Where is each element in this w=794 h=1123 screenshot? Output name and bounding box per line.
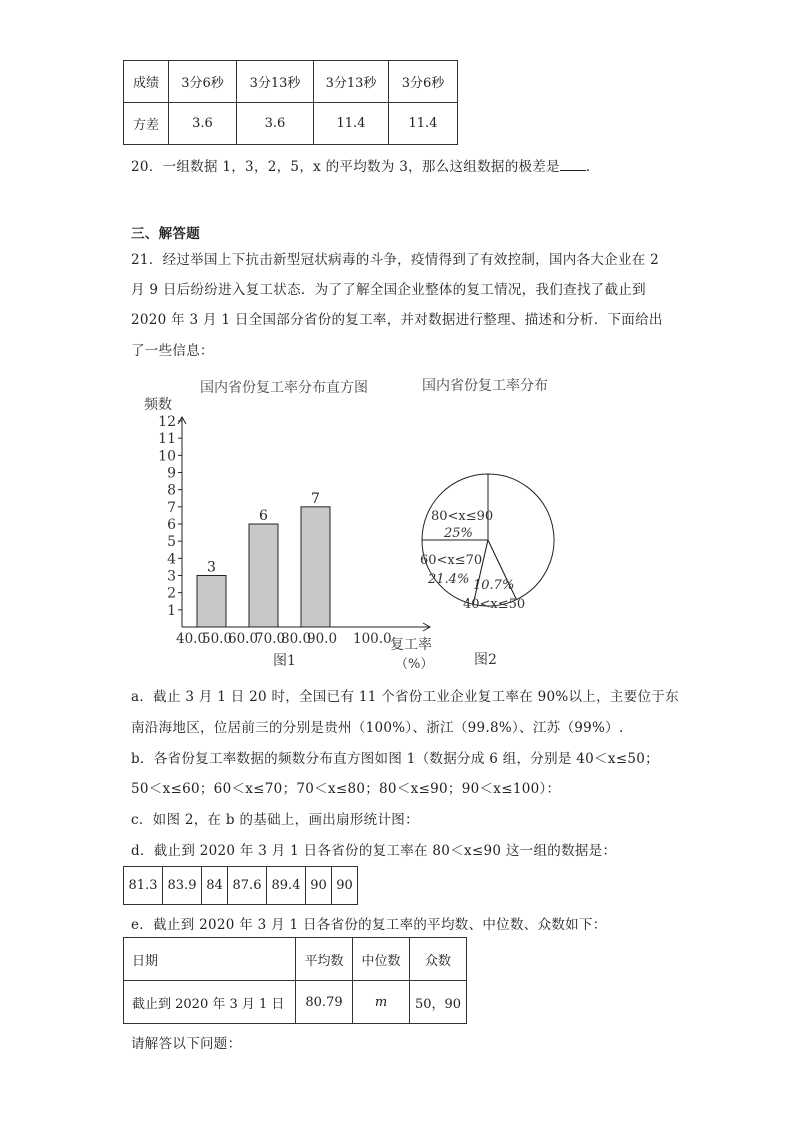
- y-tick-label: 4: [167, 551, 176, 568]
- info-b-line-1: b．各省份复工率数据的频数分布直方图如图 1（数据分成 6 组，分别是 40＜x≤50；: [131, 751, 659, 767]
- y-tick-label: 7: [167, 499, 176, 516]
- info-b-line-2: 50＜x≤60；60＜x≤70；70＜x≤80；80＜x≤90；90＜x≤100）：: [131, 781, 561, 797]
- figure-caption: 图1: [273, 653, 296, 669]
- q21-line-4: 了一些信息：: [131, 343, 214, 359]
- bar-value-label: 6: [259, 508, 268, 524]
- table-cell: 3.6: [169, 103, 237, 145]
- answer-blank: [560, 158, 586, 171]
- y-tick-label: 5: [167, 534, 176, 551]
- table-cell: 50，90: [410, 981, 467, 1024]
- table-header: 平均数: [296, 938, 353, 981]
- table-cell: 81.3: [124, 867, 163, 905]
- table-cell: 90: [332, 867, 358, 905]
- table-header: 众数: [410, 938, 467, 981]
- info-c: c．如图 2，在 b 的基础上，画出扇形统计图：: [131, 812, 419, 828]
- x-tick-label: 80.0: [281, 631, 312, 647]
- figure-caption: 图2: [474, 652, 497, 668]
- histogram-bar: [301, 507, 330, 627]
- d-values-table: [123, 866, 358, 905]
- table-cell: 方差: [124, 103, 169, 145]
- slice-label-80-90: 80<x≤90: [431, 509, 494, 524]
- info-a-line-1: a．截止 3 月 1 日 20 时，全国已有 11 个省份工业企业复工率在 90%以上，主要位于东: [131, 689, 679, 705]
- y-axis-label: 频数: [144, 397, 172, 413]
- q20-tail: ．: [585, 159, 600, 175]
- slice-label-60-70: 60<x≤70: [420, 553, 483, 568]
- x-axis-unit: （%）: [395, 657, 434, 672]
- histogram-bar: [249, 524, 278, 627]
- question-20: [131, 155, 600, 175]
- q21-line-2: 月 9 日后纷纷进入复工状态．为了了解全国企业整体的复工情况，我们查找了截止到: [131, 282, 646, 298]
- y-tick-label: 8: [167, 482, 176, 499]
- info-e: e．截止到 2020 年 3 月 1 日各省份的复工率的平均数、中位数、众数如下：: [131, 917, 607, 933]
- bar-value-label: 7: [311, 490, 320, 507]
- bar-value-label: 3: [207, 559, 216, 576]
- table-header: 日期: [124, 938, 296, 981]
- top-table: [123, 60, 458, 145]
- x-tick-label: 70.0: [255, 631, 286, 647]
- y-tick-label: 12: [158, 414, 176, 430]
- x-tick-label: 40.0: [176, 631, 207, 647]
- table-cell: 3.6: [237, 103, 314, 145]
- chart-title: 国内省份复工率分布直方图: [200, 380, 368, 396]
- slice-pct-40-50: 10.7%: [473, 578, 515, 593]
- table-header: 中位数: [353, 938, 410, 981]
- y-tick-label: 1: [167, 602, 176, 619]
- histogram-bar: [197, 576, 226, 628]
- x-tick-label: 50.0: [202, 631, 233, 647]
- chart-title: 国内省份复工率分布: [422, 378, 548, 394]
- x-tick-label: 90.0: [307, 631, 338, 647]
- table-cell: 89.4: [267, 867, 306, 905]
- table-cell: 3分6秒: [169, 61, 237, 103]
- table-cell: 3分6秒: [389, 61, 458, 103]
- x-tick-label: 100.0: [353, 631, 392, 647]
- table-cell: 成绩: [124, 61, 169, 103]
- table-cell: 3分13秒: [314, 61, 389, 103]
- q20-text: 20．一组数据 1，3，2，5，x 的平均数为 3，那么这组数据的极差是: [131, 159, 560, 175]
- table-cell: 83.9: [163, 867, 202, 905]
- y-tick-label: 2: [167, 585, 176, 602]
- table-cell: m: [353, 981, 410, 1024]
- stats-table: [123, 937, 467, 1024]
- x-tick-label: 60.0: [228, 631, 259, 647]
- pie-chart: [412, 370, 572, 670]
- x-axis-label: 复工率: [390, 637, 432, 653]
- table-cell: 80.79: [296, 981, 353, 1024]
- table-cell: 3分13秒: [237, 61, 314, 103]
- table-cell: 11.4: [314, 103, 389, 145]
- histogram-chart: [140, 370, 434, 675]
- slice-pct-80-90: 25%: [444, 526, 473, 541]
- y-tick-label: 11: [158, 431, 176, 448]
- slice-label-40-50: 40<x≤50: [463, 597, 526, 612]
- y-tick-label: 6: [167, 517, 176, 533]
- slice-pct-60-70: 21.4%: [428, 572, 470, 587]
- y-tick-label: 3: [167, 568, 176, 585]
- table-cell: 87.6: [228, 867, 267, 905]
- q21-line-1: 21．经过举国上下抗击新型冠状病毒的斗争，疫情得到了有效控制，国内各大企业在 2: [131, 252, 660, 268]
- y-tick-label: 10: [158, 448, 176, 465]
- q21-line-3: 2020 年 3 月 1 日全国部分省份的复工率，并对数据进行整理、描述和分析．下面给出: [131, 312, 663, 328]
- table-cell: 截止到 2020 年 3 月 1 日: [124, 981, 296, 1024]
- info-a-line-2: 南沿海地区，位居前三的分别是贵州（100%）、浙江（99.8%）、江苏（99%）.: [131, 720, 624, 736]
- y-tick-label: 9: [167, 465, 176, 482]
- table-cell: 11.4: [389, 103, 458, 145]
- section-title: 三、解答题: [131, 226, 200, 242]
- table-cell: 84: [202, 867, 228, 905]
- table-cell: 90: [306, 867, 332, 905]
- info-d: d．截止到 2020 年 3 月 1 日各省份的复工率在 80＜x≤90 这一组的数据是：: [131, 843, 617, 859]
- footer-prompt: 请解答以下问题：: [131, 1036, 242, 1052]
